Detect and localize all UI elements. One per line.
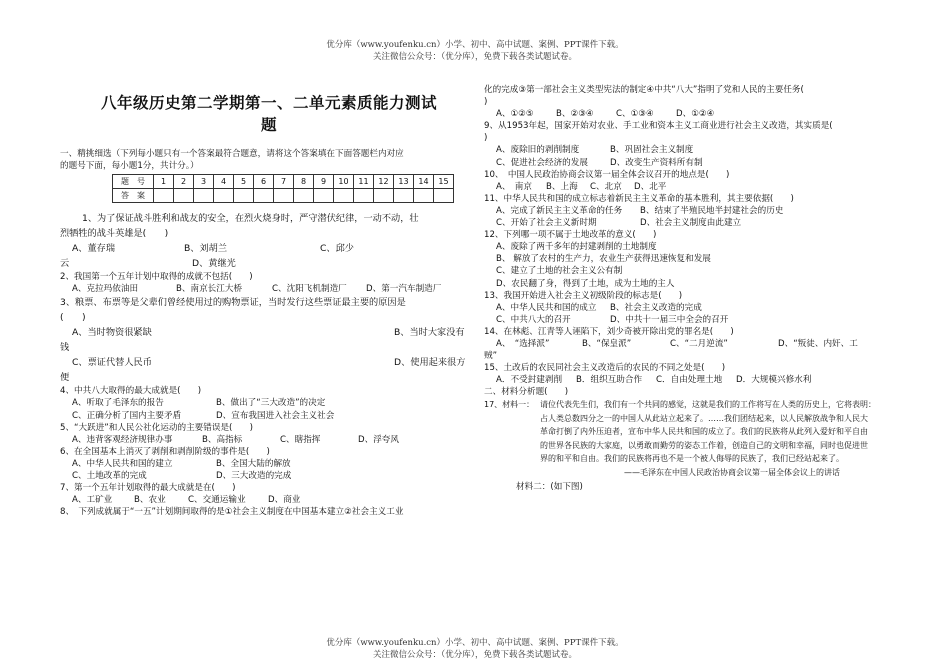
question-7-options [60,494,478,506]
question-number: 15 [434,175,454,189]
question-4: 4、中共八大取得的最大成就是( ) [60,386,202,397]
left-column [60,84,478,518]
material-text: 占人类总数四分之一的中国人从此站立起来了。……我们团结起来，以人民解放战争和人民大 [540,413,868,423]
question-9-options-2 [484,157,894,169]
option: C、邱少 [320,243,354,255]
option: B、当时大家没有 [394,327,465,339]
question-10: 10、 中国人民政治协商会议第一届全体会议召开的地点是( ) [484,169,730,180]
question-9-options [484,144,894,156]
option-cont: 钱 [60,342,70,354]
answer-cell[interactable] [434,189,454,203]
question-number: 2 [174,175,194,189]
answer-cell[interactable] [174,189,194,203]
option: D、使用起来很方 [394,357,466,369]
material-text: 革命打倒了内外压迫者，宣布中华人民共和国的成立了。我们的民族将从此列入爱好和平自由 [540,427,868,437]
right-column [484,84,894,494]
option: A、废除了两千多年的封建剥削的土地制度 [496,242,657,253]
material-text: 界的和平和自由。我们的民族将再也不是一个被人侮辱的民族了，我们已经站起来了。 [540,454,844,464]
question-number: 5 [234,175,254,189]
option: C、正确分析了国内主要矛盾 [72,410,182,421]
option: B、巩固社会主义制度 [610,145,694,156]
header-line-2: 关注微信公众号：（优分库），免费下载各类试题试卷。 [372,52,577,62]
answer-table-answer-row [113,189,454,203]
question-number: 6 [254,175,274,189]
footer-line-2: 关注微信公众号：（优分库），免费下载各类试题试卷。 [372,650,577,660]
option: C、①③④ [616,109,654,120]
material-two-label: 材料二：(如下图) [516,482,583,493]
question-number: 4 [214,175,234,189]
question-number: 9 [314,175,334,189]
question-1-options-2 [60,256,478,271]
question-10-options [484,181,894,193]
question-1: 1、为了保证战斗胜利和战友的安全，在烈火烧身时，严守潜伏纪律，一动不动，壮 [82,213,419,225]
option: D、宣布我国进入社会主义社会 [216,410,335,421]
material-text: 请位代表先生们，我们有一个共同的感觉，这就是我们的工作将写在人类的历史上，它将表明： [540,400,876,410]
question-11-options-2 [484,217,894,229]
question-8: 8、 下列成就属于“一五”计划期间取得的是①社会主义制度在中国基本建立②社会主义工业 [60,507,404,518]
question-14-options [484,338,894,350]
option: C、票证代替人民币 [72,357,152,369]
option: C、中共八大的召开 [496,314,571,325]
question-number: 1 [154,175,174,189]
answer-cell[interactable] [334,189,354,203]
answer-cell[interactable] [274,189,294,203]
material-label: 17、材料一： [484,400,535,410]
option: A、听取了毛泽东的报告 [72,398,164,409]
option: C．自由处理土地 [656,375,723,386]
question-3: 3、粮票、布票等是父辈们曾经使用过的购物票证，当时发行这些票证最主要的原因是 [60,297,406,309]
question-6: 6、在全国基本上消灭了剥削和剥削阶级的事件是( ) [60,446,270,457]
option: B、②③④ [556,109,594,120]
option: D、中共十一届三中全会的召开 [610,314,729,325]
answer-cell[interactable] [294,189,314,203]
question-13-options-2 [484,314,894,326]
option: A、 “选择派” [496,338,550,349]
option: A、工矿业 [72,495,113,506]
question-2-options [60,283,478,295]
question-1-cont: 烈牺牲的战斗英雄是( ) [60,228,169,240]
question-number: 7 [274,175,294,189]
question-15: 15、土改后的农民同社会主义改造后的农民的不同之处是( ) [484,363,726,374]
option: D、浮夸风 [358,434,399,445]
material-source: ——毛泽东在中国人民政治协商会议第一届全体会议上的讲话 [624,467,840,477]
option: B、高指标 [202,434,243,445]
option-cont: 便 [60,372,70,384]
question-9: 9、从1953年起，国家开始对农业、手工业和资本主义工商业进行社会主义改造，其实质是( [484,121,833,132]
answer-table-label: 答 案 [113,189,154,203]
answer-cell[interactable] [354,189,374,203]
question-6-options-2 [60,470,478,482]
question-3-options-2 [60,355,478,370]
option: D、农民翻了身，得到了土地，成为土地的主人 [496,278,675,289]
option: A、 南京 [496,181,532,192]
option: C、土地改革的完成 [72,471,147,482]
question-number: 12 [374,175,394,189]
question-15-options [484,374,894,386]
question-4-options [60,397,478,409]
question-12: 12、下列哪一项不属于土地改革的意义( ) [484,230,657,241]
option: D．大规模兴修水利 [736,375,812,386]
question-1-options [60,241,478,256]
answer-cell[interactable] [394,189,414,203]
page-title: 八年级历史第二学期第一、二单元素质能力测试 题 [100,93,437,134]
option: D、第一汽车制造厂 [366,284,442,295]
answer-cell[interactable] [314,189,334,203]
question-3-options [60,325,478,340]
question-8-cont: 化的完成③第一部社会主义类型宪法的制定④中共“八大”指明了党和人民的主要任务( [484,85,804,95]
question-number: 11 [354,175,374,189]
question-8-cont-2: ) [484,97,488,108]
option: B、全国大陆的解放 [216,458,291,469]
option: B、“保皇派” [582,338,632,349]
question-13-options [484,302,894,314]
question-number: 14 [414,175,434,189]
option: C、交通运输业 [188,495,246,506]
option: D、三大改造的完成 [216,471,292,482]
option: A、克拉玛依油田 [72,284,139,295]
answer-cell[interactable] [154,189,174,203]
question-5: 5、“大跃进”和人民公社化运动的主要错误是( ) [60,422,253,433]
question-5-options [60,434,478,446]
answer-cell[interactable] [374,189,394,203]
option: D、①②④ [676,109,715,120]
option: C、开始了社会主义新时期 [496,218,597,229]
option: B、结束了半殖民地半封建社会的历史 [640,205,784,216]
option: B、上海 [546,181,578,192]
answer-cell[interactable] [194,189,214,203]
question-11-options [484,205,894,217]
option: A、违背客观经济规律办事 [72,434,173,445]
section-2-title: 二、材料分析题( ) [484,387,569,398]
answer-table-header-row [113,175,454,189]
question-number: 3 [194,175,214,189]
option: D、黄继光 [192,258,236,270]
option: A、中华人民共和国的建立 [72,458,173,469]
answer-cell[interactable] [414,189,434,203]
option: C、建立了土地的社会主义公有制 [496,266,623,277]
question-2: 2、我国第一个五年计划中取得的成就不包括( ) [60,272,253,283]
option: A、董存瑞 [72,243,116,255]
material-text: 的世界各民族的大家庭，以勇敢而勤劳的姿态工作着，创造自己的文明和幸福，同时也促进世 [540,440,868,450]
option: B、刘胡兰 [184,243,228,255]
question-number: 8 [294,175,314,189]
question-13: 13、我国开始进入社会主义初级阶段的标志是( ) [484,290,683,301]
option: B．组织互助合作 [576,375,643,386]
header-line-1: 优分库（www.youfenku.cn）小学、初中、高中试题、案例、PPT课件下载。 [326,40,624,50]
answer-cell[interactable] [214,189,234,203]
question-3-cont: ( ) [60,312,86,324]
question-11: 11、中华人民共和国的成立标志着新民主主义革命的基本胜利，其主要依据( ) [484,193,794,204]
answer-table-label: 题 号 [113,175,154,189]
option: B、 解放了农村的生产力，农业生产获得迅速恢复和发展 [496,254,711,265]
footer-line-1: 优分库（www.youfenku.cn）小学、初中、高中试题、案例、PPT课件下载。 [326,638,624,648]
option: B、农业 [134,495,166,506]
option: C、瞎指挥 [280,434,321,445]
question-8-options [484,108,894,120]
option: A、①②⑤ [496,109,534,120]
option: D、商业 [268,495,301,506]
question-6-options [60,458,478,470]
material-one [484,398,894,479]
option: A、废除旧的剥削制度 [496,145,580,156]
question-14: 14、在林彪、江青等人诬陷下，刘少奇被开除出党的罪名是( ) [484,326,734,337]
answer-cell[interactable] [234,189,254,203]
question-number: 13 [394,175,414,189]
option: C、促进社会经济的发展 [496,157,588,168]
option: B、做出了“三大改造”的决定 [216,398,326,409]
section-1-instructions: 一、精挑细选（下列每小题只有一个答案最符合题意，请将这个答案填在下面答题栏内对应 [60,149,404,159]
answer-cell[interactable] [254,189,274,203]
option: C、北京 [590,181,622,192]
section-1-instructions-2: 的题号下面，每小题1分，共计分。） [60,161,199,172]
question-9-cont: ) [484,133,488,144]
option: C、“二月逆流” [670,338,728,349]
question-4-options-2 [60,410,478,422]
option: A、当时物资很紧缺 [72,327,152,339]
option-cont: 贼” [484,351,498,362]
option-cont: 云 [60,258,70,270]
option: A．不受封建剥削 [496,375,563,386]
option: B、社会主义改造的完成 [610,302,702,313]
option: D、社会主义制度由此建立 [640,218,742,229]
question-7: 7、第一个五年计划取得的最大成就是在( ) [60,483,236,494]
option: D、改变生产资料所有制 [610,157,703,168]
answer-table [112,174,454,203]
option: A、中华人民共和国的成立 [496,302,597,313]
option: A、完成了新民主主义革命的任务 [496,205,623,216]
option: D、“叛徒、内奸、工 [778,338,858,349]
option: C、沈阳飞机制造厂 [272,284,347,295]
question-number: 10 [334,175,354,189]
option: B、南京长江大桥 [176,284,243,295]
option: D、北平 [634,181,667,192]
